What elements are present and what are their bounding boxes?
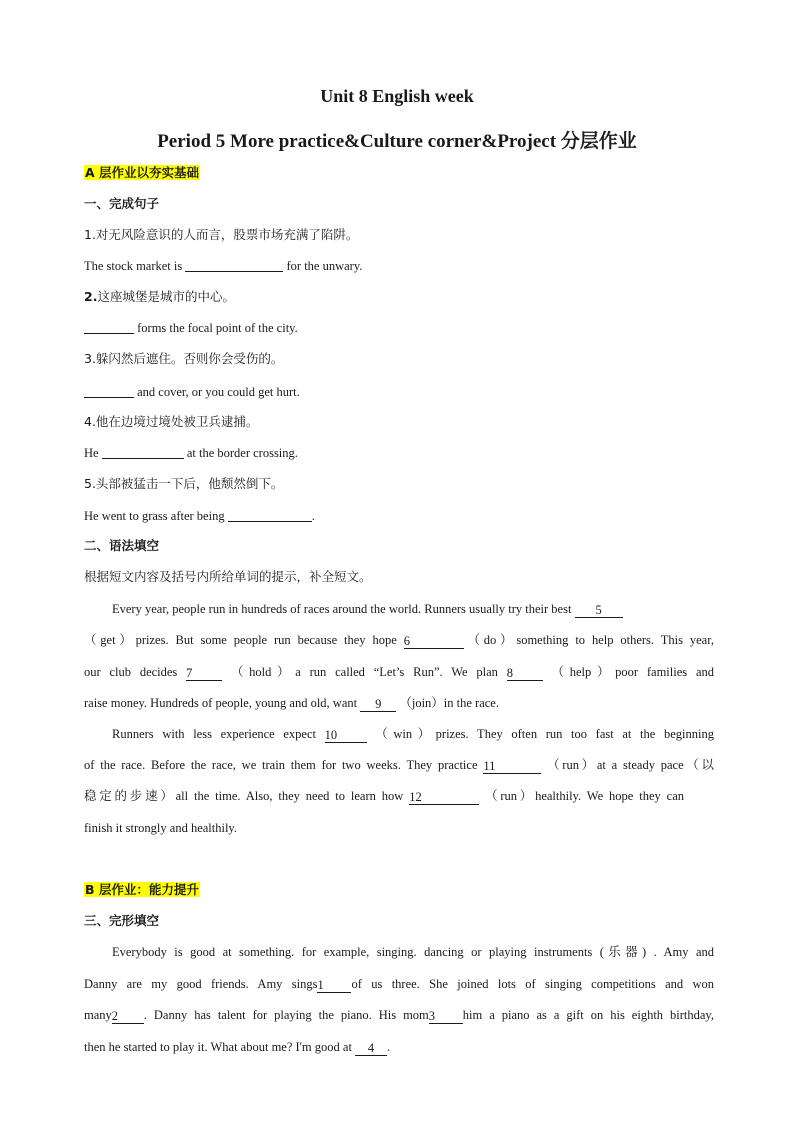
document-title: Unit 8 English week [320, 86, 474, 106]
passage-text: （run）at a steady pace（以 [541, 758, 715, 772]
section-2-title: 二、语法填空 [84, 538, 160, 553]
cloze-text: many [84, 1008, 112, 1022]
blank-12[interactable]: 12 [409, 791, 479, 805]
blank-10[interactable]: 10 [325, 729, 367, 743]
sentence-4-after: at the border crossing. [183, 446, 298, 460]
section-1-title: 一、完成句子 [84, 196, 160, 211]
sentence-1-before: The stock market is [84, 259, 186, 273]
sentence-5-blank[interactable] [228, 508, 312, 522]
passage-text: 稳定的步速）all the time. Also, they need to learn how [84, 789, 410, 803]
cloze-line-4 [84, 1039, 714, 1056]
blank-9[interactable]: 9 [360, 698, 396, 712]
passage-text: our club decides [84, 665, 187, 679]
passage-text: （do）something to help others. This year, [463, 633, 715, 647]
blank-7[interactable]: 7 [186, 667, 222, 681]
sentence-5-english [84, 508, 714, 524]
cloze-text: Danny are my good friends. Amy sings [84, 977, 318, 991]
passage-1-line-3 [84, 664, 714, 681]
sentence-3-after: and cover, or you could get hurt. [134, 385, 300, 399]
sentence-1-english [84, 258, 714, 274]
passage-text: raise money. Hundreds of people, young and old, want [84, 696, 361, 710]
cloze-line-1: Everybody is good at something. for example, singing. dancing or playing instruments (乐器) . Amy and [112, 945, 714, 959]
passage-text: （help）poor families and [542, 665, 714, 679]
passage-2-line-4: finish it strongly and healthily. [84, 821, 237, 835]
sentence-3-english [84, 384, 714, 400]
sentence-2-english [84, 320, 714, 336]
sentence-4-english [84, 445, 714, 461]
sentence-4-blank[interactable] [102, 445, 184, 459]
passage-text: （win）prizes. They often run too fast at the beginning [366, 727, 714, 741]
sentence-3-blank[interactable] [84, 384, 134, 398]
passage-1-line-1 [84, 601, 742, 618]
layer-b-heading-row [84, 882, 714, 898]
passage-2-line-1 [84, 726, 714, 743]
sentence-2-blank[interactable] [84, 320, 134, 334]
sentence-4-chinese: 4.他在边境过境处被卫兵逮捕。 [84, 414, 259, 429]
sentence-1-after: for the unwary. [283, 259, 363, 273]
cloze-blank-1[interactable]: 1 [317, 979, 351, 993]
cloze-blank-3[interactable]: 3 [429, 1010, 463, 1024]
sentence-4-before: He [84, 446, 102, 460]
sentence-5-before: He went to grass after being [84, 509, 228, 523]
passage-1-line-2 [84, 632, 714, 649]
section-3-title: 三、完形填空 [84, 913, 160, 928]
cloze-line-2 [84, 976, 714, 993]
blank-8[interactable]: 8 [507, 667, 543, 681]
passage-2-line-2 [84, 757, 714, 774]
sentence-3-chinese: 3.躲闪然后遮住。否则你会受伤的。 [84, 351, 284, 366]
blank-6[interactable]: 6 [404, 635, 464, 649]
passage-text: （run）healthily. We hope they can [479, 789, 684, 803]
cloze-text: of us three. She joined lots of singing competitions and won [351, 977, 715, 991]
blank-11[interactable]: 11 [483, 760, 541, 774]
layer-b-heading: B 层作业：能力提升 [85, 882, 199, 897]
sentence-2-after: forms the focal point of the city. [134, 321, 298, 335]
passage-text: of the race. Before the race, we train them for two weeks. They practice [84, 758, 484, 772]
sentence-2-chinese [84, 289, 714, 305]
passage-text: Every year, people run in hundreds of races around the world. Runners usually try their best [112, 602, 575, 616]
sentence-5-after: . [311, 509, 315, 523]
cloze-text: . Danny has talent for playing the piano. His mom [143, 1008, 429, 1022]
blank-5[interactable]: 5 [575, 604, 623, 618]
passage-text: （join）in the race. [396, 696, 499, 710]
cloze-line-3 [84, 1007, 714, 1024]
cloze-blank-4[interactable]: 4 [355, 1042, 387, 1056]
cloze-blank-2[interactable]: 2 [112, 1010, 144, 1024]
sentence-1-chinese: 1.对无风险意识的人而言，股票市场充满了陷阱。 [84, 227, 359, 242]
cloze-text: him a piano as a gift on his eighth birthday, [462, 1008, 714, 1022]
passage-2-line-3 [84, 788, 684, 805]
section-2-instruction: 根据短文内容及括号内所给单词的提示，补全短文。 [84, 569, 372, 584]
cloze-text: . [387, 1040, 391, 1054]
document-subtitle: Period 5 More practice&Culture corner&Project 分层作业 [157, 131, 637, 152]
sentence-1-blank[interactable] [185, 258, 283, 272]
layer-a-heading-row [84, 165, 714, 181]
passage-text: Runners with less experience expect [112, 727, 325, 741]
passage-1-line-4 [84, 695, 714, 712]
layer-a-heading: A 层作业以夯实基础 [85, 165, 200, 180]
sentence-2-chinese-text: 这座城堡是城市的中心。 [97, 289, 235, 304]
sentence-5-chinese: 5.头部被猛击一下后，他颓然倒下。 [84, 476, 284, 491]
passage-text: （hold）a run called “Let’s Run”. We plan [222, 665, 507, 679]
cloze-text: then he started to play it. What about me? I'm good at [84, 1040, 356, 1054]
passage-text: （get）prizes. But some people run because they hope [84, 633, 404, 647]
sentence-2-number: 2. [84, 289, 98, 304]
